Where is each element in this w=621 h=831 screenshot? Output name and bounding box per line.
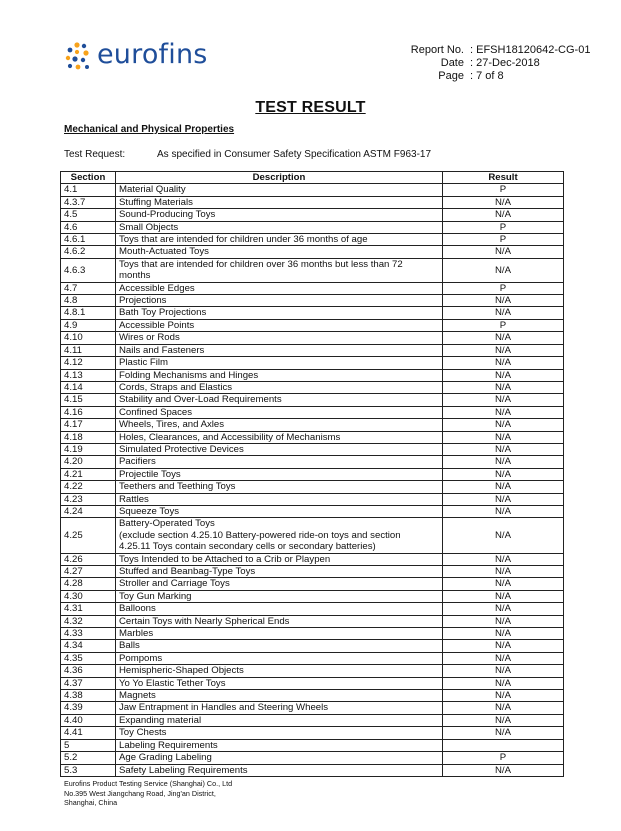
section-cell: 4.23	[61, 493, 116, 505]
description-cell	[116, 505, 443, 517]
description-line: Rattles	[119, 493, 149, 505]
description-line: Toys that are intended for children under 36 months of age	[119, 234, 368, 246]
result-cell: N/A	[443, 603, 564, 615]
footer-line: Eurofins Product Testing Service (Shanghai) Co., Ltd	[64, 779, 233, 788]
section-cell: 4.20	[61, 456, 116, 468]
section-cell: 4.8	[61, 295, 116, 307]
section-cell: 4.25	[61, 518, 116, 553]
description-line: Balls	[119, 640, 140, 652]
table-row	[61, 714, 564, 726]
page-title: TEST RESULT	[255, 99, 366, 116]
section-cell: 4.27	[61, 566, 116, 578]
section-cell: 4.39	[61, 702, 116, 714]
table-row	[61, 369, 564, 381]
table-row	[61, 615, 564, 627]
table-row	[61, 481, 564, 493]
table-header-row	[61, 172, 564, 184]
description-line: Expanding material	[119, 714, 202, 726]
result-cell: N/A	[443, 505, 564, 517]
page-row	[400, 70, 590, 83]
description-cell	[116, 357, 443, 369]
section-cell: 5	[61, 739, 116, 751]
result-cell: N/A	[443, 481, 564, 493]
section-cell: 4.37	[61, 677, 116, 689]
description-cell	[116, 332, 443, 344]
meta-value: : EFSH18120642-CG-01	[470, 44, 591, 56]
description-line: Nails and Fasteners	[119, 344, 205, 356]
description-cell	[116, 369, 443, 381]
description-cell	[116, 493, 443, 505]
table-row	[61, 727, 564, 739]
description-cell	[116, 344, 443, 356]
result-cell: N/A	[443, 307, 564, 319]
result-cell: N/A	[443, 381, 564, 393]
description-line: Mouth-Actuated Toys	[119, 246, 209, 258]
table-row	[61, 196, 564, 208]
table-row	[61, 319, 564, 331]
description-cell	[116, 764, 443, 776]
result-cell: N/A	[443, 590, 564, 602]
result-cell: N/A	[443, 468, 564, 480]
result-cell: N/A	[443, 394, 564, 406]
description-line: Holes, Clearances, and Accessibility of Mechanisms	[119, 431, 341, 443]
description-line: Toy Chests	[119, 727, 167, 739]
description-line: Cords, Straps and Elastics	[119, 381, 233, 393]
result-cell: N/A	[443, 443, 564, 455]
description-line: Pacifiers	[119, 456, 156, 468]
description-line: Labeling Requirements	[119, 739, 218, 751]
eurofins-dots-icon	[64, 41, 96, 73]
description-line: Certain Toys with Nearly Spherical Ends	[119, 615, 290, 627]
results-table	[60, 171, 564, 777]
description-line: Toys that are intended for children over 36 months but less than 72	[119, 258, 403, 270]
section-cell: 4.28	[61, 578, 116, 590]
footer-line: No.395 West Jiangchang Road, Jing'an District,	[64, 788, 216, 798]
result-cell: P	[443, 221, 564, 233]
result-cell: N/A	[443, 369, 564, 381]
test-request-value: As specified in Consumer Safety Specification ASTM F963-17	[157, 149, 432, 160]
table-row	[61, 394, 564, 406]
section-cell: 4.12	[61, 357, 116, 369]
table-row	[61, 578, 564, 590]
result-cell: N/A	[443, 258, 564, 282]
description-cell	[116, 394, 443, 406]
result-cell: N/A	[443, 578, 564, 590]
table-row	[61, 431, 564, 443]
result-cell: N/A	[443, 431, 564, 443]
description-cell	[116, 246, 443, 258]
description-line: months	[119, 270, 151, 282]
table-row	[61, 234, 564, 246]
description-cell	[116, 221, 443, 233]
table-row	[61, 258, 564, 282]
result-cell: N/A	[443, 553, 564, 565]
section-cell: 4.9	[61, 319, 116, 331]
table-row	[61, 209, 564, 221]
description-cell	[116, 518, 443, 553]
description-cell	[116, 468, 443, 480]
description-line: Balloons	[119, 603, 156, 615]
description-line: Pompoms	[119, 652, 163, 664]
description-line: Sound-Producing Toys	[119, 209, 216, 221]
column-header-description: Description	[116, 172, 443, 184]
table-body	[61, 184, 564, 777]
section-cell: 5.3	[61, 764, 116, 776]
result-cell: P	[443, 184, 564, 196]
description-line: Hemispheric-Shaped Objects	[119, 665, 244, 677]
table-row	[61, 505, 564, 517]
result-cell: N/A	[443, 518, 564, 553]
result-cell: N/A	[443, 628, 564, 640]
section-cell: 4.35	[61, 652, 116, 664]
description-cell	[116, 690, 443, 702]
description-line: Stuffed and Beanbag-Type Toys	[119, 566, 256, 577]
description-cell	[116, 566, 443, 578]
section-cell: 4.8.1	[61, 307, 116, 319]
result-cell: N/A	[443, 652, 564, 664]
description-cell	[116, 677, 443, 689]
description-line: Stability and Over-Load Requirements	[119, 394, 282, 406]
result-cell: N/A	[443, 332, 564, 344]
description-line: Stuffing Materials	[119, 196, 193, 208]
section-cell: 4.6	[61, 221, 116, 233]
result-cell: N/A	[443, 677, 564, 689]
section-cell: 4.6.2	[61, 246, 116, 258]
description-cell	[116, 615, 443, 627]
table-row	[61, 282, 564, 294]
result-cell: N/A	[443, 246, 564, 258]
result-cell: N/A	[443, 690, 564, 702]
section-cell: 4.33	[61, 628, 116, 640]
section-cell: 4.32	[61, 615, 116, 627]
section-cell: 4.17	[61, 419, 116, 431]
meta-label: Page	[438, 70, 464, 82]
table-row	[61, 456, 564, 468]
result-cell: P	[443, 234, 564, 246]
result-cell: N/A	[443, 493, 564, 505]
description-line: Squeeze Toys	[119, 505, 180, 517]
table-row	[61, 295, 564, 307]
section-cell: 4.38	[61, 690, 116, 702]
description-line: Folding Mechanisms and Hinges	[119, 369, 259, 381]
section-cell: 4.41	[61, 727, 116, 739]
description-line: Material Quality	[119, 184, 186, 196]
section-cell: 4.22	[61, 481, 116, 493]
section-cell: 4.15	[61, 394, 116, 406]
description-cell	[116, 209, 443, 221]
report-meta	[400, 44, 590, 83]
table-row	[61, 690, 564, 702]
result-cell: N/A	[443, 702, 564, 714]
description-line: Teethers and Teething Toys	[119, 481, 236, 493]
section-cell: 4.14	[61, 381, 116, 393]
description-line: Age Grading Labeling	[119, 752, 212, 764]
table-row	[61, 518, 564, 553]
table-row	[61, 739, 564, 751]
description-line: Accessible Edges	[119, 282, 195, 294]
table-row	[61, 553, 564, 565]
meta-label: Date	[440, 57, 464, 69]
section-cell: 4.40	[61, 714, 116, 726]
description-cell	[116, 640, 443, 652]
description-line: Magnets	[119, 690, 156, 702]
description-line: Toy Gun Marking	[119, 590, 192, 602]
table-row	[61, 677, 564, 689]
table-row	[61, 221, 564, 233]
table-row	[61, 246, 564, 258]
description-line: Jaw Entrapment in Handles and Steering Wheels	[119, 702, 329, 714]
section-cell: 4.18	[61, 431, 116, 443]
description-cell	[116, 406, 443, 418]
result-cell: N/A	[443, 406, 564, 418]
section-heading: Mechanical and Physical Properties	[64, 124, 235, 135]
table-row	[61, 307, 564, 319]
table-row	[61, 406, 564, 418]
section-cell: 4.30	[61, 590, 116, 602]
section-cell: 4.6.1	[61, 234, 116, 246]
result-cell: N/A	[443, 615, 564, 627]
description-line: Wires or Rods	[119, 332, 180, 344]
section-cell: 4.13	[61, 369, 116, 381]
result-cell: P	[443, 319, 564, 331]
description-cell	[116, 258, 443, 282]
description-cell	[116, 702, 443, 714]
table-row	[61, 184, 564, 196]
description-line: Wheels, Tires, and Axles	[119, 419, 225, 431]
result-cell: N/A	[443, 727, 564, 739]
result-cell: N/A	[443, 566, 564, 578]
table-row	[61, 628, 564, 640]
description-cell	[116, 553, 443, 565]
table-row	[61, 381, 564, 393]
description-cell	[116, 652, 443, 664]
result-cell: N/A	[443, 357, 564, 369]
section-cell: 4.1	[61, 184, 116, 196]
section-cell: 4.16	[61, 406, 116, 418]
description-cell	[116, 603, 443, 615]
description-line: Accessible Points	[119, 319, 195, 331]
footer-line: Shanghai, China	[64, 798, 118, 808]
result-cell: N/A	[443, 344, 564, 356]
table-row	[61, 344, 564, 356]
section-cell: 4.10	[61, 332, 116, 344]
column-header-section: Section	[61, 172, 116, 184]
section-cell: 5.2	[61, 752, 116, 764]
description-cell	[116, 319, 443, 331]
description-line: (exclude section 4.25.10 Battery-powered ride-on toys and section	[119, 529, 401, 541]
description-cell	[116, 665, 443, 677]
section-cell: 4.19	[61, 443, 116, 455]
result-cell: N/A	[443, 196, 564, 208]
description-cell	[116, 184, 443, 196]
table-row	[61, 764, 564, 776]
table-row	[61, 652, 564, 664]
section-cell: 4.26	[61, 553, 116, 565]
result-cell: P	[443, 282, 564, 294]
description-cell	[116, 381, 443, 393]
description-cell	[116, 739, 443, 751]
section-cell: 4.7	[61, 282, 116, 294]
result-cell: N/A	[443, 295, 564, 307]
table-row	[61, 419, 564, 431]
description-cell	[116, 628, 443, 640]
description-line: Small Objects	[119, 221, 179, 233]
description-line: Confined Spaces	[119, 406, 193, 418]
table-row	[61, 566, 564, 578]
report-number-row	[400, 44, 590, 57]
section-cell: 4.34	[61, 640, 116, 652]
section-cell: 4.5	[61, 209, 116, 221]
description-line: Battery-Operated Toys	[119, 518, 215, 530]
description-line: Safety Labeling Requirements	[119, 764, 248, 776]
description-line: Yo Yo Elastic Tether Toys	[119, 677, 226, 689]
result-cell: N/A	[443, 419, 564, 431]
date-row	[400, 57, 590, 70]
description-line: Stroller and Carriage Toys	[119, 578, 230, 590]
description-cell	[116, 419, 443, 431]
table-row	[61, 590, 564, 602]
description-cell	[116, 234, 443, 246]
result-cell: N/A	[443, 665, 564, 677]
description-cell	[116, 590, 443, 602]
result-cell: N/A	[443, 714, 564, 726]
table-row	[61, 752, 564, 764]
description-line: Simulated Protective Devices	[119, 443, 244, 455]
description-line: Marbles	[119, 628, 154, 640]
section-cell: 4.24	[61, 505, 116, 517]
description-cell	[116, 714, 443, 726]
description-cell	[116, 295, 443, 307]
meta-label: Report No.	[410, 44, 464, 56]
description-cell	[116, 443, 443, 455]
result-cell: N/A	[443, 640, 564, 652]
section-cell: 4.21	[61, 468, 116, 480]
description-cell	[116, 196, 443, 208]
description-cell	[116, 456, 443, 468]
description-line: 4.25.11 Toys contain secondary cells or secondary batteries)	[119, 541, 376, 553]
table-row	[61, 640, 564, 652]
description-cell	[116, 431, 443, 443]
section-cell: 4.6.3	[61, 258, 116, 282]
table-row	[61, 357, 564, 369]
meta-value: : 7 of 8	[470, 70, 504, 82]
section-cell: 4.3.7	[61, 196, 116, 208]
description-line: Plastic Film	[119, 357, 169, 369]
result-cell: P	[443, 752, 564, 764]
test-request	[64, 149, 431, 160]
column-header-result: Result	[443, 172, 564, 184]
table-row	[61, 603, 564, 615]
section-cell: 4.36	[61, 665, 116, 677]
table-row	[61, 332, 564, 344]
table-row	[61, 443, 564, 455]
eurofins-logo	[64, 41, 214, 75]
result-cell: N/A	[443, 209, 564, 221]
description-line: Toys Intended to be Attached to a Crib or Playpen	[119, 553, 331, 565]
result-cell: N/A	[443, 764, 564, 776]
description-cell	[116, 727, 443, 739]
description-cell	[116, 307, 443, 319]
table-row	[61, 468, 564, 480]
description-line: Projections	[119, 295, 167, 307]
section-cell: 4.31	[61, 603, 116, 615]
description-cell	[116, 282, 443, 294]
description-line: Bath Toy Projections	[119, 307, 207, 319]
table-row	[61, 702, 564, 714]
section-cell: 4.11	[61, 344, 116, 356]
test-request-label: Test Request:	[64, 149, 126, 160]
table-row	[61, 665, 564, 677]
description-line: Projectile Toys	[119, 468, 181, 480]
footer-address	[64, 779, 232, 808]
meta-value: : 27-Dec-2018	[470, 57, 540, 69]
brand-name: eurofins	[97, 39, 208, 70]
result-cell: N/A	[443, 456, 564, 468]
description-cell	[116, 578, 443, 590]
result-cell	[443, 739, 564, 751]
description-cell	[116, 481, 443, 493]
description-cell	[116, 752, 443, 764]
table-row	[61, 493, 564, 505]
